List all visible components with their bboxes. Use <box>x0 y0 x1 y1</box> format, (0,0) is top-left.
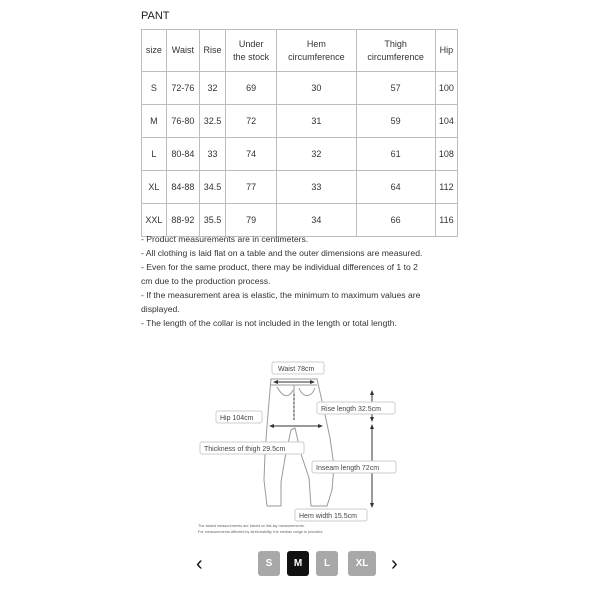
table-cell: 61 <box>356 138 435 171</box>
header-rise: Rise <box>199 30 225 72</box>
table-cell: L <box>142 138 167 171</box>
table-cell: 33 <box>277 171 356 204</box>
chevron-right-icon[interactable]: › <box>391 553 398 575</box>
table-cell: 33 <box>199 138 225 171</box>
table-cell: XL <box>142 171 167 204</box>
table-header-row <box>142 30 458 72</box>
hip-label: Hip 104cm <box>220 415 254 422</box>
table-cell: 72-76 <box>166 72 199 105</box>
table-cell: 59 <box>356 105 435 138</box>
table-row <box>142 72 458 105</box>
table-cell: 79 <box>226 204 277 237</box>
table-cell: 57 <box>356 72 435 105</box>
diagram-footnote: For measurements affected by stretchability, the median range is provided. <box>198 530 324 534</box>
table-cell: 112 <box>435 171 457 204</box>
table-cell: 77 <box>226 171 277 204</box>
table-cell: 104 <box>435 105 457 138</box>
note-line: - Product measurements are in centimeters. <box>141 234 309 244</box>
table-cell: 69 <box>226 72 277 105</box>
table-cell: 108 <box>435 138 457 171</box>
table-cell: 32 <box>277 138 356 171</box>
size-chip-xl[interactable]: XL <box>348 551 376 576</box>
table-cell: 35.5 <box>199 204 225 237</box>
header-hem: Hem circumference <box>277 30 356 72</box>
pants-measurement-diagram <box>195 358 405 538</box>
table-cell: 31 <box>277 105 356 138</box>
table-cell: 100 <box>435 72 457 105</box>
note-line: - If the measurement area is elastic, the minimum to maximum values are <box>141 290 421 300</box>
waist-label: Waist 78cm <box>278 366 315 373</box>
hem-label: Hem width 15.5cm <box>299 513 357 520</box>
page-title: PANT <box>141 10 170 22</box>
table-row <box>142 138 458 171</box>
measurement-notes <box>141 232 461 330</box>
rise-label: Rise length 32.5cm <box>321 406 381 413</box>
table-row <box>142 171 458 204</box>
table-cell: S <box>142 72 167 105</box>
table-cell: 88-92 <box>166 204 199 237</box>
table-cell: 32 <box>199 72 225 105</box>
size-chip-m[interactable]: M <box>287 551 309 576</box>
table-cell: 64 <box>356 171 435 204</box>
table-cell: 76-80 <box>166 105 199 138</box>
table-cell: 32.5 <box>199 105 225 138</box>
table-cell: 34.5 <box>199 171 225 204</box>
note-line: - The length of the collar is not included in the length or total length. <box>141 318 397 328</box>
note-line: - All clothing is laid flat on a table and the outer dimensions are measured. <box>141 248 423 258</box>
table-cell: 72 <box>226 105 277 138</box>
table-cell: XXL <box>142 204 167 237</box>
table-cell: 80-84 <box>166 138 199 171</box>
note-line: cm due to the production process. <box>141 276 271 286</box>
header-hip: Hip <box>435 30 457 72</box>
table-cell: M <box>142 105 167 138</box>
size-table <box>141 29 458 237</box>
inseam-label: Inseam length 72cm <box>316 465 380 472</box>
size-chip-l[interactable]: L <box>316 551 338 576</box>
size-chip-s[interactable]: S <box>258 551 280 576</box>
table-cell: 30 <box>277 72 356 105</box>
diagram-footnote: The stated measurements are based on flat-lay measurements. <box>198 524 305 528</box>
table-cell: 116 <box>435 204 457 237</box>
table-row <box>142 105 458 138</box>
chevron-left-icon[interactable]: ‹ <box>196 553 203 575</box>
table-cell: 66 <box>356 204 435 237</box>
table-cell: 34 <box>277 204 356 237</box>
note-line: - Even for the same product, there may be individual differences of 1 to 2 <box>141 262 418 272</box>
header-under: Under the stock <box>226 30 277 72</box>
table-cell: 84-88 <box>166 171 199 204</box>
header-waist: Waist <box>166 30 199 72</box>
note-line: displayed. <box>141 304 180 314</box>
table-cell: 74 <box>226 138 277 171</box>
thigh-label: Thickness of thigh 29.5cm <box>204 446 286 453</box>
header-thigh: Thigh circumference <box>356 30 435 72</box>
header-size: size <box>142 30 167 72</box>
